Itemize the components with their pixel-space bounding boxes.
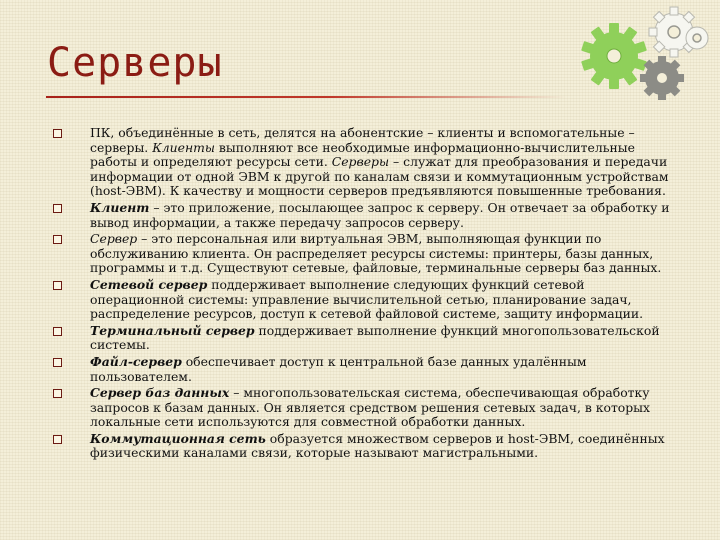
term-file-server: Файл-сервер [90,353,182,369]
bullet-list [48,126,680,463]
term-server: Сервер [90,231,138,247]
square-bullet-icon [53,389,62,398]
term-servers: Серверы [331,154,390,170]
title-underline [46,96,566,98]
term-db-server: Сервер баз данных [90,385,230,401]
list-item: Терминальный сервер поддерживает выполнение функций многопользовательской системы. [48,324,680,353]
square-bullet-icon [53,235,62,244]
term-terminal-server: Терминальный сервер [90,322,255,338]
list-item: Сервер – это персональная или виртуальная ЭВМ, выполняющая функции по обслуживанию клиента. Он распределяет ресурсы системы: принтеры, базы данных, программы и т.д. Существуют сетевые, файловые, терминальные серверы баз данных. [48,232,680,276]
list-item: Клиент – это приложение, посылающее запрос к серверу. Он отвечает за обработку и вывод информации, а также передачу запросов серверу. [48,201,680,230]
square-bullet-icon [53,204,62,213]
list-item: Сетевой сервер поддерживает выполнение следующих функций сетевой операционной системы: управление вычислительной сетью, планирование задач, распределение ресурсов, доступ к сетевой файловой системе, защиту информации. [48,278,680,322]
term-client: Клиент [90,199,150,215]
square-bullet-icon [53,129,62,138]
list-item: ПК, объединённые в сеть, делятся на абонентские – клиенты и вспомогательные – серверы. Клиенты выполняют все необходимые информационно-вычислительные работы и определяют ресурсы сети. Серверы – служат для преобразования и передачи информации от одной ЭВМ к другой по каналам связи и коммутационным устройствам (host-ЭВМ). К качеству и мощности серверов предъявляются повышенные требования. [48,126,680,199]
list-item: Сервер баз данных – многопользовательская система, обеспечивающая обработку запросов к базам данных. Он является средством решения сетевых задач, в которых локальные сети используются для совместной обработки данных. [48,386,680,430]
square-bullet-icon [53,327,62,336]
square-bullet-icon [53,358,62,367]
list-item: Файл-сервер обеспечивает доступ к центральной базе данных удалённым пользователем. [48,355,680,384]
gears-icon [570,4,720,114]
term-switching-network: Коммутационная сеть [90,430,266,446]
green-gear-icon [581,23,647,89]
gray-gear-icon [640,56,684,100]
term-network-server: Сетевой сервер [90,276,208,292]
white-gear-icon [649,7,708,57]
term-clients: Клиенты [152,139,215,155]
square-bullet-icon [53,435,62,444]
list-item: Коммутационная сеть образуется множеством серверов и host-ЭВМ, соединённых физическими каналами связи, которые называют магистральными. [48,432,680,461]
square-bullet-icon [53,281,62,290]
slide-title: Серверы [47,40,223,86]
